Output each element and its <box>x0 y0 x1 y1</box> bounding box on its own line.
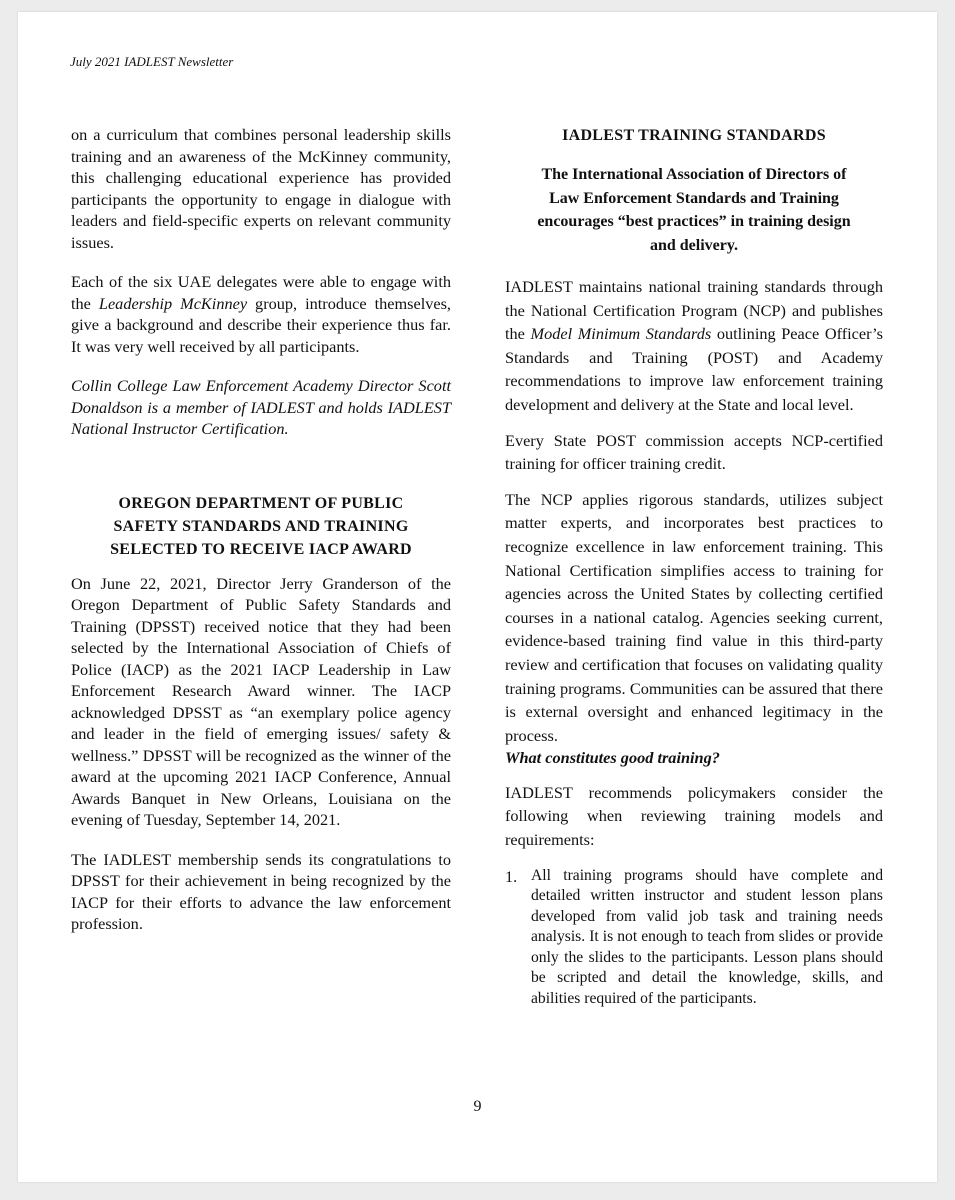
training-standards-subheading: The International Association of Directors of Law Enforcement Standards and Training encourages “best practices” in training design and delivery. <box>537 166 851 254</box>
recommendations-list <box>505 866 883 1010</box>
good-training-subhead: What constitutes good training? <box>505 748 720 768</box>
congratulations-paragraph: The IADLEST membership sends its congratulations to DPSST for their achievement in being recognized by the IACP for their efforts to advance the law enforcement profession. <box>71 849 451 933</box>
training-standards-heading: IADLEST TRAINING STANDARDS <box>562 127 826 144</box>
list-item-text: All training programs should have complete and detailed written instructor and student lesson plans developed from valid job task and training needs analysis. It is not enough to teach from slides or provide only the slides to the participants. Lesson plans should be scripted and detail the knowledge, skills, and abilities required of the participants. <box>531 866 883 1007</box>
list-item-number: 1. <box>505 866 518 886</box>
leadership-mckinney-emphasis: Leadership McKinney <box>98 293 248 313</box>
model-minimum-standards-emphasis: Model Minimum Standards <box>530 324 712 344</box>
list-item <box>505 866 883 1010</box>
author-note: Collin College Law Enforcement Academy Director Scott Donaldson is a member of IADLEST and holds IADLEST National Instructor Certification. <box>71 376 451 438</box>
oregon-award-heading: OREGON DEPARTMENT OF PUBLIC SAFETY STANDARDS AND TRAINING SELECTED TO RECEIVE IACP AWARD <box>110 494 412 558</box>
ncp-paragraph: IADLEST maintains national training standards through the National Certification Program (NCP) and publishes the Model Minimum Standards outlining Peace Officer’s Standards and Training (POST) and Academy recommendations to improve law enforcement training development and delivery at the State and local level. <box>505 277 883 414</box>
recommendations-paragraph: IADLEST recommends policymakers consider the following when reviewing training models and requirements: <box>505 782 883 849</box>
left-column <box>71 124 451 935</box>
uae-delegates-paragraph: Each of the six UAE delegates were able to engage with the Leadership McKinney group, introduce themselves, give a background and describe their experience thus far. It was very well received by all participants. <box>71 272 451 356</box>
post-commission-paragraph: Every State POST commission accepts NCP-certified training for officer training credit. <box>505 430 883 474</box>
running-header: July 2021 IADLEST Newsletter <box>70 54 234 69</box>
newsletter-page <box>18 12 937 1182</box>
right-column <box>505 124 883 1009</box>
ncp-standards-paragraph: The NCP applies rigorous standards, utilizes subject matter experts, and incorporates best practices to recognize excellence in law enforcement training. This National Certification simplifies access to training for agencies across the United States by collecting certified courses in a national catalog. Agencies seeking current, evidence-based training find value in this third-party review and certification that focuses on validating quality training programs. Communities can be assured that there is external oversight and enhanced legitimacy in the process. <box>505 489 883 745</box>
award-paragraph: On June 22, 2021, Director Jerry Granderson of the Oregon Department of Public Safety Standards and Training (DPSST) received notice that they had been selected by the International Association of Chiefs of Police (IACP) as the 2021 IACP Leadership in Law Enforcement Research Award winner. The IACP acknowledged DPSST as “an exemplary police agency and leader in the field of emerging issues/ safety & wellness.” DPSST will be recognized as the winner of the award at the upcoming 2021 IACP Conference, Annual Awards Banquet in New Orleans, Louisiana on the evening of Tuesday, September 14, 2021. <box>71 573 451 829</box>
page-number: 9 <box>473 1098 482 1115</box>
leadership-paragraph: on a curriculum that combines personal leadership skills training and an awareness of the McKinney community, this challenging educational experience has provided participants the opportunity to engage in dialogue with leaders and field-specific experts on relevant community issues. <box>71 125 451 252</box>
